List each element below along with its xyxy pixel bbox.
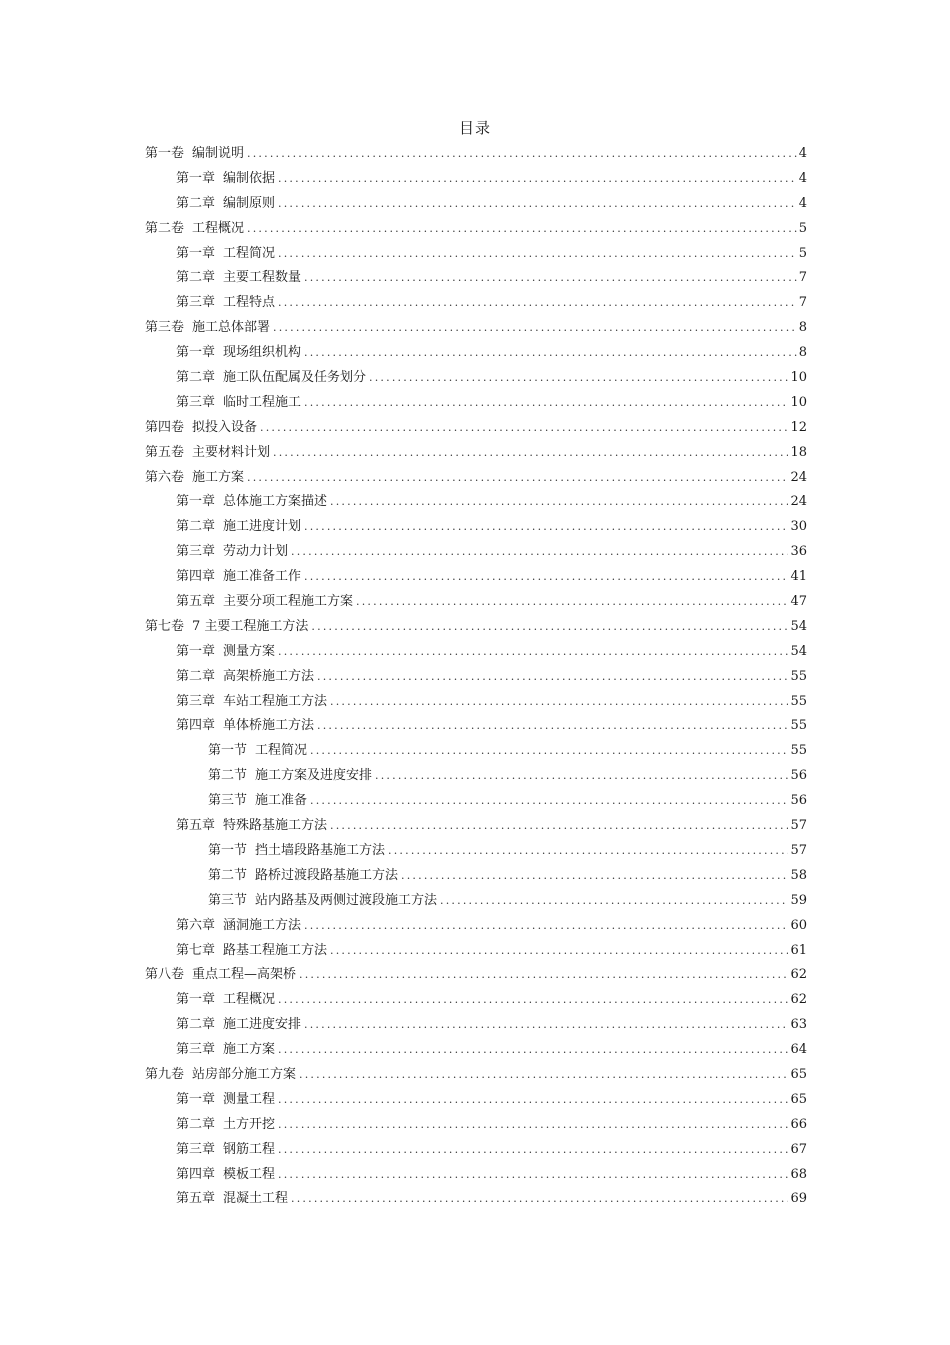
toc-page-number: 4 [798,146,807,161]
toc-entry[interactable] [145,266,807,291]
toc-page-number: 24 [790,469,807,485]
toc-entry-label [176,640,275,665]
toc-entry-label [176,167,275,192]
toc-page-number: 7 [798,270,807,286]
toc-entry-label [208,864,398,889]
toc-entry[interactable] [145,1088,807,1113]
toc-entry[interactable] [145,416,807,441]
dot-leader [375,764,788,789]
dot-leader [278,988,788,1013]
toc-entry-title: 测量工程 [223,1091,276,1107]
toc-entry-number: 第三章 [176,1042,216,1058]
toc-entry[interactable] [145,988,807,1013]
toc-list [145,142,807,1212]
toc-entry-number: 第八卷 [145,967,185,983]
toc-entry-title: 单体桥施工方法 [223,718,315,734]
toc-page-number: 4 [798,170,807,186]
toc-entry[interactable] [145,466,807,491]
toc-page-number: 68 [790,1166,807,1182]
toc-entry-number: 第九卷 [145,1066,185,1082]
dot-leader [291,540,788,565]
toc-entry-title: 路桥过渡段路基施工方法 [255,867,399,883]
toc-entry[interactable] [145,1163,807,1188]
toc-entry[interactable] [145,814,807,839]
dot-leader [310,789,788,814]
toc-entry-label [176,1113,275,1138]
toc-entry[interactable] [145,1187,807,1212]
toc-entry-number: 第三节 [208,793,248,809]
toc-page-number: 10 [790,394,807,410]
dot-leader [247,217,797,242]
toc-page-number: 41 [790,569,807,585]
toc-page-number: 5 [798,220,807,236]
toc-entry[interactable] [145,540,807,565]
toc-entry-title: 站房部分施工方案 [192,1066,297,1082]
toc-entry-title: 编制依据 [223,170,276,186]
toc-entry-number: 第一节 [208,842,248,858]
toc-entry-title: 特殊路基施工方法 [223,818,328,834]
dot-leader [310,739,788,764]
toc-entry-number: 第二节 [208,768,248,784]
dot-leader [304,391,788,416]
dot-leader [311,615,788,640]
toc-entry-label [145,1063,296,1088]
dot-leader [304,341,797,366]
toc-entry-number: 第二卷 [145,220,185,236]
toc-entry-number: 第一章 [176,494,216,510]
toc-entry[interactable] [145,764,807,789]
toc-entry-label [208,764,372,789]
toc-entry-number: 第二章 [176,519,216,535]
toc-entry-title: 钢筋工程 [223,1141,276,1157]
toc-page-number: 12 [790,419,807,435]
toc-entry-number: 第二章 [176,370,216,386]
dot-leader [317,665,788,690]
toc-entry-number: 第四章 [176,1166,216,1182]
toc-entry-title: 土方开挖 [223,1116,276,1132]
toc-entry-title: 施工进度计划 [223,519,302,535]
toc-entry-label [176,714,314,739]
toc-entry-label [145,466,244,491]
toc-entry-label [176,1138,275,1163]
toc-page-number: 10 [790,370,807,386]
toc-entry[interactable] [145,590,807,615]
toc-page-number: 61 [790,942,807,958]
toc-entry-label [176,665,314,690]
toc-page-number: 54 [790,643,807,659]
toc-page-number: 58 [790,867,807,883]
toc-entry-title: 高架桥施工方法 [223,668,315,684]
toc-entry[interactable] [145,142,807,167]
toc-entry-title: 主要材料计划 [192,444,271,460]
toc-page-number: 55 [790,693,807,709]
toc-entry-label [176,266,301,291]
toc-entry-title: 劳动力计划 [223,544,289,560]
toc-page-number: 8 [798,345,807,361]
toc-entry-label [176,1038,275,1063]
toc-page-number: 36 [790,544,807,560]
dot-leader [278,192,797,217]
toc-entry[interactable] [145,441,807,466]
toc-entry-number: 第七卷 [145,618,185,634]
toc-page-number: 65 [790,1091,807,1107]
toc-entry-title: 施工队伍配属及任务划分 [223,370,367,386]
toc-entry-label [145,217,244,242]
toc-entry[interactable] [145,1038,807,1063]
toc-entry[interactable] [145,515,807,540]
toc-page-number: 18 [790,444,807,460]
toc-entry-number: 第一章 [176,345,216,361]
toc-page-number: 60 [790,917,807,933]
toc-page-number: 55 [790,668,807,684]
toc-entry-title: 工程简况 [223,245,276,261]
toc-page-number: 59 [790,892,807,908]
toc-entry-title: 临时工程施工 [223,394,302,410]
toc-entry-number: 第一章 [176,170,216,186]
dot-leader [278,1038,788,1063]
toc-entry-label [145,615,308,640]
toc-entry-number: 第三章 [176,693,216,709]
toc-page-number: 57 [790,842,807,858]
toc-entry-label [208,789,307,814]
toc-entry[interactable] [145,889,807,914]
toc-entry-number: 第七章 [176,942,216,958]
toc-entry-label [176,565,301,590]
toc-entry-title: 测量方案 [223,643,276,659]
toc-entry[interactable] [145,914,807,939]
toc-entry-title: 车站工程施工方法 [223,693,328,709]
toc-page-number: 56 [790,793,807,809]
toc-entry[interactable] [145,242,807,267]
toc-entry-number: 第五章 [176,1191,216,1207]
toc-entry[interactable] [145,1113,807,1138]
toc-entry-number: 第一章 [176,643,216,659]
toc-entry-number: 第三章 [176,295,216,311]
toc-entry[interactable] [145,366,807,391]
toc-entry[interactable] [145,1138,807,1163]
toc-entry-number: 第二章 [176,1116,216,1132]
dot-leader [273,441,788,466]
toc-entry-title: 主要工程数量 [223,270,302,286]
dot-leader [317,714,788,739]
toc-entry[interactable] [145,217,807,242]
toc-entry-number: 第一章 [176,1091,216,1107]
dot-leader [278,1088,788,1113]
toc-entry-number: 第三节 [208,892,248,908]
toc-page-number: 7 [798,295,807,311]
dot-leader [369,366,788,391]
toc-entry-number: 第三章 [176,544,216,560]
toc-entry-title: 挡土墙段路基施工方法 [255,842,386,858]
toc-entry-title: 施工方案 [223,1042,276,1058]
toc-page-number: 66 [790,1116,807,1132]
toc-entry-label [176,914,301,939]
toc-entry-label [208,839,385,864]
dot-leader [401,864,788,889]
dot-leader [330,490,788,515]
dot-leader [278,1113,788,1138]
toc-entry-label [176,366,366,391]
toc-entry-title: 工程简况 [255,743,308,759]
toc-entry-title: 施工总体部署 [192,320,271,336]
dot-leader [440,889,788,914]
toc-entry-title: 路基工程施工方法 [223,942,328,958]
toc-entry[interactable] [145,341,807,366]
dot-leader [299,963,788,988]
dot-leader [330,690,788,715]
toc-entry-number: 第二章 [176,195,216,211]
toc-entry-number: 第二章 [176,668,216,684]
toc-page-number: 57 [790,818,807,834]
toc-entry-title: 施工方案 [192,469,245,485]
toc-entry-label [176,391,301,416]
toc-entry-label [176,515,301,540]
dot-leader [304,914,788,939]
toc-entry-title: 施工方案及进度安排 [255,768,373,784]
toc-page-number: 63 [790,1017,807,1033]
toc-page-number: 65 [790,1066,807,1082]
toc-entry[interactable] [145,565,807,590]
dot-leader [278,291,797,316]
toc-entry-label [145,416,257,441]
toc-entry-number: 第二章 [176,1017,216,1033]
dot-leader [356,590,788,615]
toc-entry-number: 第三卷 [145,320,185,336]
toc-entry-title: 施工准备 [255,793,308,809]
toc-entry-label [176,988,275,1013]
toc-entry-title: 工程概况 [223,992,276,1008]
toc-page-number: 62 [790,992,807,1008]
toc-entry[interactable] [145,665,807,690]
toc-entry-label [145,963,296,988]
dot-leader [304,1013,788,1038]
toc-entry-number: 第一章 [176,992,216,1008]
dot-leader [388,839,788,864]
toc-entry-label [176,1013,301,1038]
toc-entry-label [176,1163,275,1188]
toc-entry-label [145,441,270,466]
toc-entry-label [176,590,353,615]
toc-entry-number: 第四章 [176,718,216,734]
toc-entry-number: 第一章 [176,245,216,261]
toc-entry[interactable] [145,615,807,640]
toc-entry-number: 第三章 [176,394,216,410]
dot-leader [260,416,788,441]
dot-leader [273,316,797,341]
toc-page-number: 55 [790,743,807,759]
toc-page-number: 47 [790,594,807,610]
toc-entry[interactable] [145,640,807,665]
toc-entry-title: 混凝土工程 [223,1191,289,1207]
toc-entry-title: 编制原则 [223,195,276,211]
toc-entry[interactable] [145,839,807,864]
toc-entry-title: 编制说明 [192,146,245,161]
toc-entry-title: 模板工程 [223,1166,276,1182]
toc-page-number: 55 [790,718,807,734]
toc-entry[interactable] [145,963,807,988]
dot-leader [304,565,788,590]
dot-leader [330,939,788,964]
toc-entry-number: 第一卷 [145,146,185,161]
toc-entry-number: 第二章 [176,270,216,286]
toc-entry-title: 重点工程—高架桥 [192,967,297,983]
toc-entry-label [208,889,437,914]
toc-entry-number: 第六章 [176,917,216,933]
toc-entry-label [208,739,307,764]
dot-leader [330,814,788,839]
toc-page-number: 54 [790,618,807,634]
toc-entry[interactable] [145,939,807,964]
toc-page-number: 67 [790,1141,807,1157]
dot-leader [304,266,797,291]
toc-entry-label [176,291,275,316]
toc-page-number: 30 [790,519,807,535]
toc-entry-number: 第四章 [176,569,216,585]
toc-entry[interactable] [145,167,807,192]
toc-entry-number: 第一节 [208,743,248,759]
toc-page-number: 69 [790,1191,807,1207]
dot-leader [247,466,788,491]
toc-entry-label [176,341,301,366]
toc-entry[interactable] [145,1013,807,1038]
dot-leader [291,1187,788,1212]
toc-entry-label [176,490,327,515]
toc-entry[interactable] [145,291,807,316]
toc-entry-title: 施工进度安排 [223,1017,302,1033]
toc-entry-label [176,540,288,565]
toc-entry-number: 第五章 [176,818,216,834]
toc-entry[interactable] [145,690,807,715]
toc-entry[interactable] [145,739,807,764]
toc-entry-number: 第五章 [176,594,216,610]
toc-entry-number: 第五卷 [145,444,185,460]
toc-entry-title: 现场组织机构 [223,345,302,361]
toc-entry[interactable] [145,490,807,515]
toc-page-number: 4 [798,195,807,211]
dot-leader [278,242,797,267]
toc-page-number: 56 [790,768,807,784]
toc-entry-title: 涵洞施工方法 [223,917,302,933]
toc-page-number: 64 [790,1042,807,1058]
toc-page-number: 62 [790,967,807,983]
dot-leader [278,167,797,192]
toc-entry-label [176,690,327,715]
toc-entry[interactable] [145,1063,807,1088]
toc-entry[interactable] [145,316,807,341]
toc-entry[interactable] [145,391,807,416]
toc-entry-title: 主要分项工程施工方案 [223,594,354,610]
dot-leader [278,1163,788,1188]
page-title: 目录 [458,119,491,137]
toc-entry-title: 7 主要工程施工方法 [192,618,309,634]
toc-entry-title: 站内路基及两侧过渡段施工方法 [255,892,438,908]
toc-entry[interactable] [145,192,807,217]
toc-entry-label [176,192,275,217]
toc-entry-label [176,1088,275,1113]
toc-entry-number: 第二节 [208,867,248,883]
toc-entry-number: 第四卷 [145,419,185,435]
toc-entry-label [176,814,327,839]
toc-page-number: 5 [798,245,807,261]
toc-entry-title: 工程特点 [223,295,276,311]
toc-entry-number: 第三章 [176,1141,216,1157]
toc-entry-label [145,142,244,167]
toc-entry-title: 拟投入设备 [192,419,258,435]
toc-entry-label [145,316,270,341]
toc-entry-number: 第六卷 [145,469,185,485]
dot-leader [304,515,788,540]
toc-page-number: 24 [790,494,807,510]
toc-page-number: 8 [798,320,807,336]
dot-leader [278,640,788,665]
toc-entry-title: 总体施工方案描述 [223,494,328,510]
toc-entry-label [176,1187,288,1212]
toc-entry-label [176,939,327,964]
toc-entry[interactable] [145,864,807,889]
toc-entry[interactable] [145,714,807,739]
toc-entry-title: 工程概况 [192,220,245,236]
dot-leader [278,1138,788,1163]
toc-entry[interactable] [145,789,807,814]
dot-leader [299,1063,788,1088]
toc-entry-title: 施工准备工作 [223,569,302,585]
dot-leader [247,142,797,167]
toc-entry-label [176,242,275,267]
